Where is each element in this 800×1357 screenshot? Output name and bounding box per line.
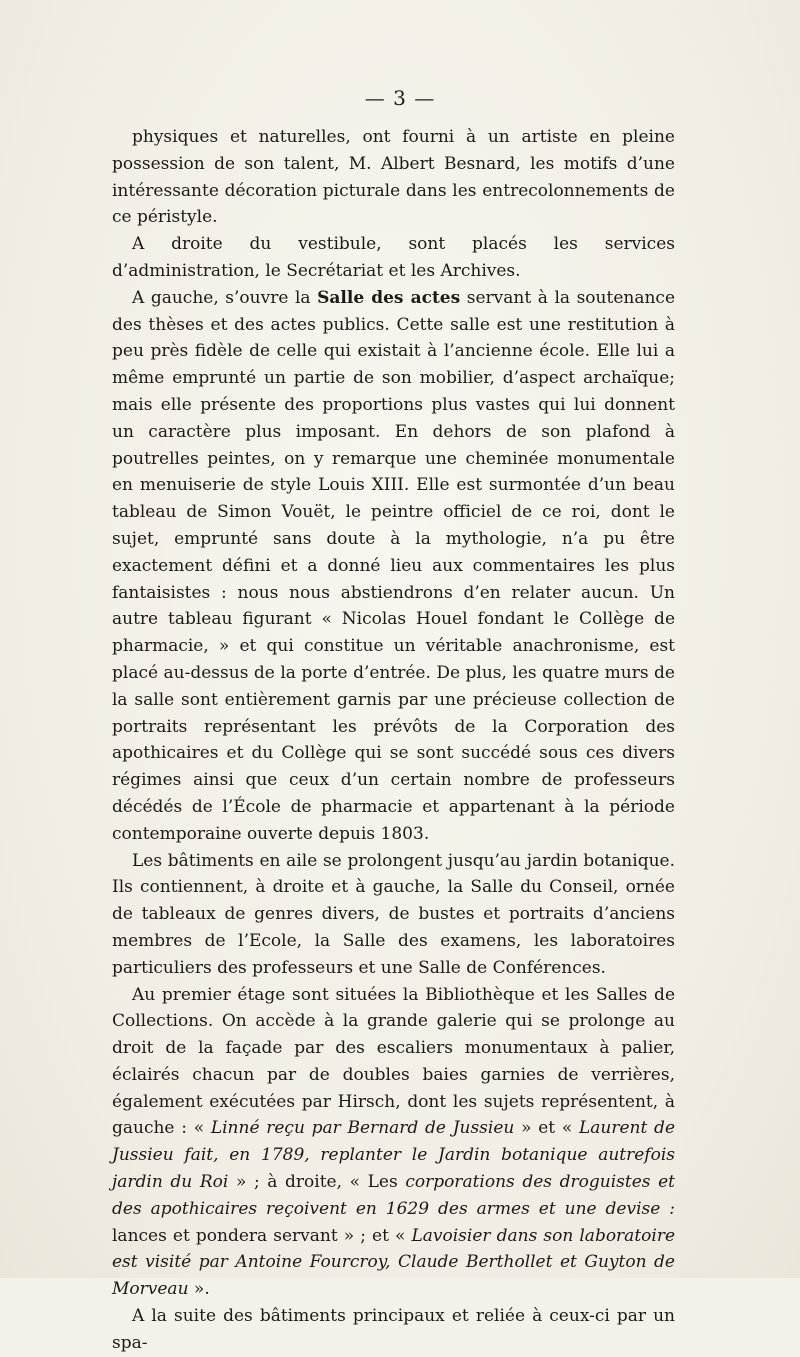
text-segment: » ; à droite, « Les xyxy=(228,1172,406,1193)
paragraph xyxy=(112,982,675,1304)
paragraph xyxy=(112,1303,675,1357)
body-text xyxy=(112,124,675,1357)
paragraph xyxy=(112,124,675,231)
text-segment: A la suite des bâtiments principaux et reliée à ceux-ci par un spa- xyxy=(112,1306,675,1353)
italic-text: corporations des droguistes et des apothicaires reçoivent en 1629 des armes et une devise : xyxy=(112,1172,675,1219)
italic-text: Laurent de Jussieu fait, en 1789, replanter le Jardin botanique autrefois jardin du Roi xyxy=(112,1118,675,1193)
paragraph xyxy=(112,848,675,982)
text-segment: A gauche, s’ouvre la xyxy=(132,287,318,308)
bold-text: Salle des actes xyxy=(317,287,461,308)
italic-text: Linné reçu par Bernard de Jussieu xyxy=(210,1118,515,1139)
paragraph xyxy=(112,231,675,285)
text-segment: A droite du vestibule, sont placés les services d’administration, le Secrétariat et les Archives. xyxy=(112,234,675,281)
text-segment: servant à la soutenance des thèses et des actes publics. Cette salle est une restitution à peu près fidèle de celle qui existait à l’ancienne école. Elle lui a même emprunté un partie de son mobilier, d’aspect archaïque; mais elle présente des proportions plus vastes qui lui donnent un caractère plus imposant. En dehors de son plafond à poutrelles peintes, on y remarque une cheminée monumentale en menuiserie de style Louis XIII. Elle est surmontée d’un beau tableau de Simon Vouët, le peintre officiel de ce roi, dont le sujet, emprunté sans doute à la mythologie, n’a pu être exactement défini et a donné lieu aux commentaires les plus fantaisistes : nous nous abstiendrons d’en relater aucun. Un autre tableau figurant « Nicolas Houel fondant le Collège de pharmacie, » et qui constitue un véritable anachronisme, est placé au-dessus de la porte d’entrée. De plus, les quatre murs de la salle sont entièrement garnis par une précieuse collection de portraits représentant les prévôts de la Corporation des apothicaires et du Collège qui se sont succédé sous ces divers régimes ainsi que ceux d’un certain nombre de professeurs décédés de l’École de pharmacie et appartenant à la période contemporaine ouverte depuis 1803. xyxy=(112,287,675,844)
text-segment: Les bâtiments en aile se prolongent jusqu’au jardin botanique. Ils contiennent, à droite et à gauche, la Salle du Conseil, ornée de tableaux de genres divers, de bustes et portraits d’anciens membres de l’Ecole, la Salle des examens, les laboratoires particuliers des professeurs et une Salle de Conférences. xyxy=(112,850,675,978)
text-segment: ». xyxy=(188,1279,210,1300)
page-number: — 3 — xyxy=(364,86,436,110)
text-segment: lances et pondera servant » ; et « xyxy=(112,1225,412,1246)
paragraph xyxy=(112,285,675,848)
italic-text: Lavoisier dans son laboratoire est visité par Antoine Fourcroy, Claude Berthollet et Guyton de Morveau xyxy=(112,1225,676,1300)
text-segment: Au premier étage sont situées la Bibliothèque et les Salles de Collections. On accède à la grande galerie qui se prolonge au droit de la façade par des escaliers monumentaux à palier, éclairés chacun par de doubles baies garnies de verrières, également exécutées par Hirsch, dont les sujets représentent, à gauche : « xyxy=(112,984,675,1139)
text-segment: physiques et naturelles, ont fourni à un artiste en pleine possession de son talent, M. Albert Besnard, les motifs d’une intéressante décoration picturale dans les entrecolonnements de ce péristyle. xyxy=(112,127,675,228)
text-segment: » et « xyxy=(514,1118,579,1139)
